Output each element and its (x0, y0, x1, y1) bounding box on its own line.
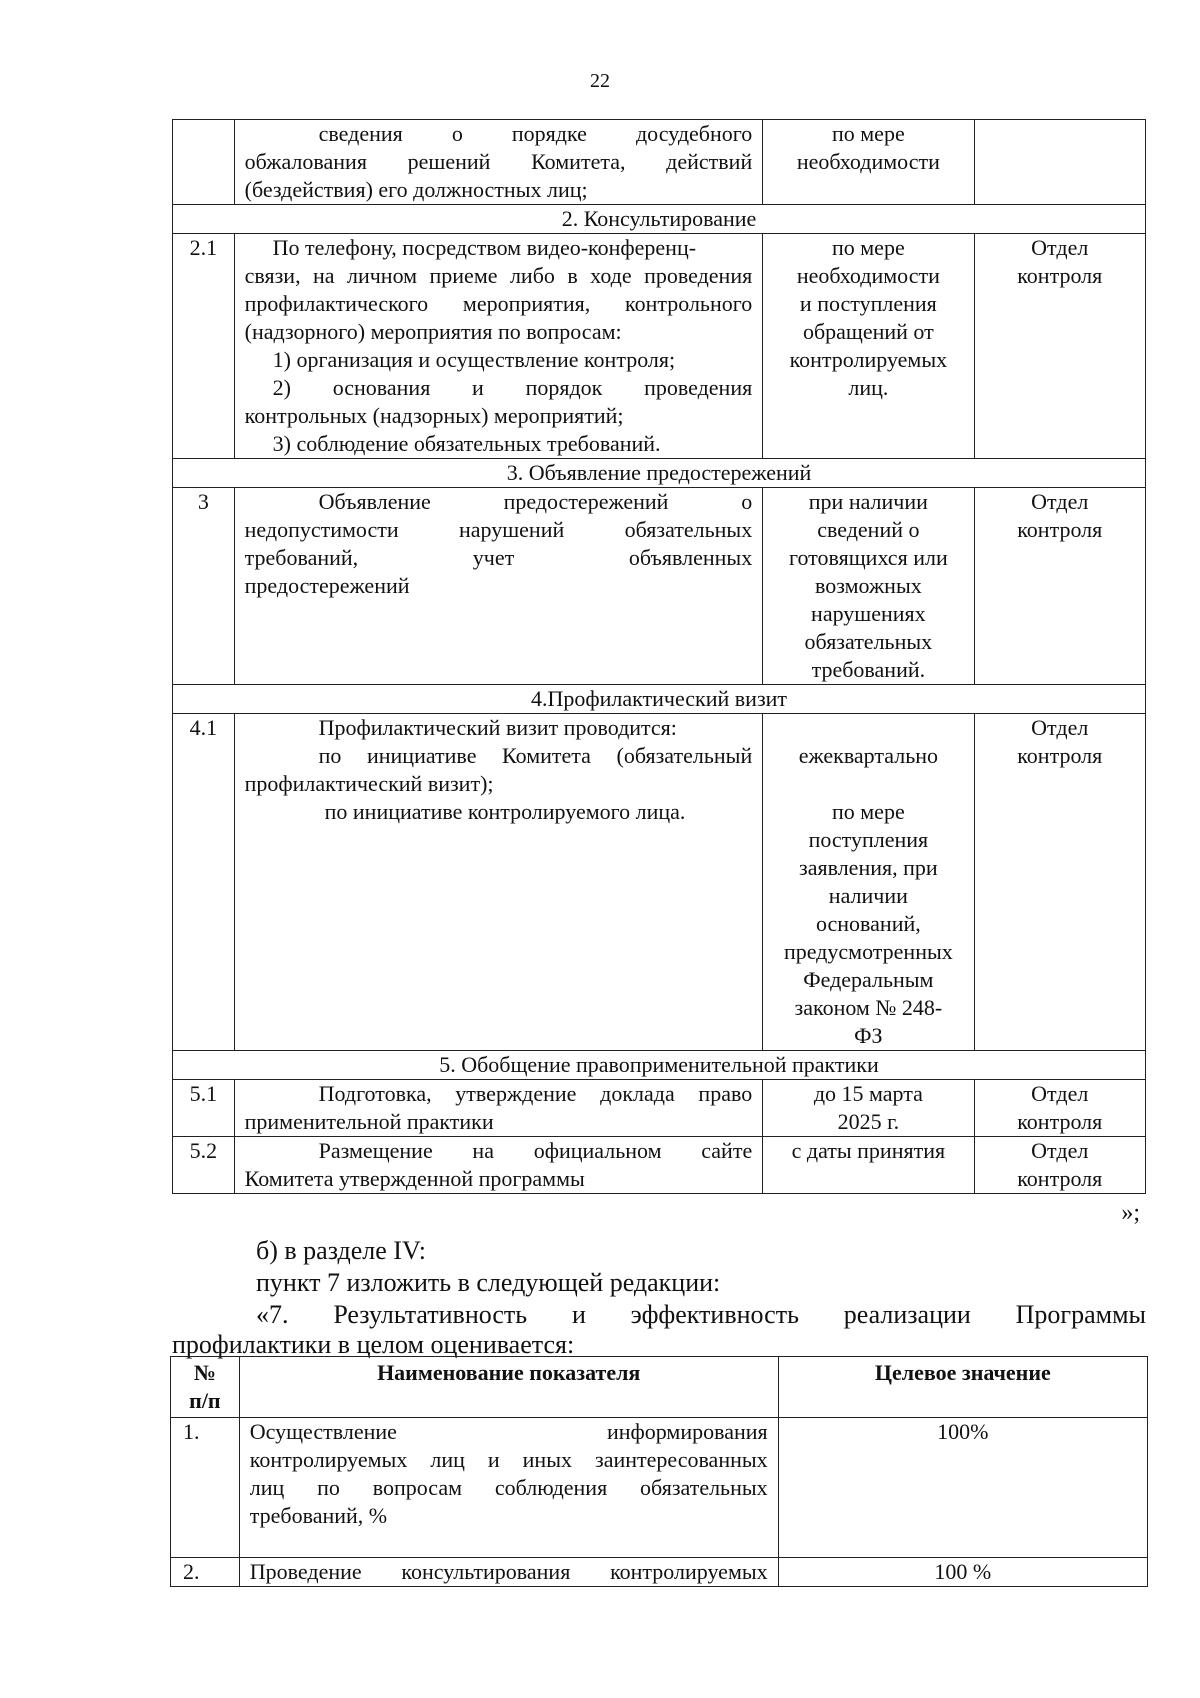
responsible-line: контроля (1017, 1109, 1103, 1134)
section-row (173, 685, 1146, 714)
content-line: По телефону, посредством видео-конференц- (272, 235, 697, 260)
row-content-cell (234, 234, 763, 459)
term-line: поступления (808, 827, 929, 852)
row-content-cell (234, 488, 763, 685)
paragraph-effectiveness: «7. Результативность и эффективность реализации Программы (256, 1300, 1146, 1329)
content-line: 1) организация и осуществление контроля; (272, 347, 676, 372)
content-line: (надзорного) мероприятия по вопросам: (244, 319, 622, 344)
term-line: с даты принятия (791, 1138, 946, 1163)
section-heading-consulting: 2. Консультирование (173, 205, 1146, 234)
content-line: требований, учет объявленных (244, 545, 753, 570)
term-line: законом № 248- (794, 995, 943, 1020)
term-line: по мере (831, 235, 905, 260)
indicator-number: 1. (171, 1418, 240, 1558)
indicator-line: требований, % (249, 1503, 388, 1528)
term-line: по мере (831, 799, 905, 824)
content-line: применительной практики (244, 1109, 494, 1134)
term-line: до 15 марта (813, 1081, 923, 1106)
row-term-cell (763, 1137, 974, 1194)
responsible-line: Отдел (1031, 715, 1089, 740)
paragraph-effectiveness-cont: профилактики в целом оценивается: (172, 1330, 575, 1359)
term-line: обязательных (804, 629, 933, 654)
row-responsible-cell (974, 1137, 1146, 1194)
content-line: Подготовка, утверждение доклада право (318, 1081, 753, 1106)
indicator-number: 2. (171, 1558, 240, 1587)
table-row (173, 1080, 1146, 1137)
term-line: оснований, (815, 911, 921, 936)
term-line: предусмотренных (783, 939, 953, 964)
responsible-line: контроля (1017, 517, 1103, 542)
row-number-cell: 4.1 (173, 714, 235, 1051)
term-line: обращений от (802, 319, 934, 344)
indicator-name (239, 1418, 778, 1558)
responsible-line: контроля (1017, 1166, 1103, 1191)
content-line: контрольных (надзорных) мероприятий; (244, 403, 624, 428)
row-content-cell (234, 714, 763, 1051)
content-line: Профилактический визит проводится: (318, 715, 677, 740)
section-row (173, 1051, 1146, 1080)
term-line: необходимости (796, 149, 940, 174)
indicator-value: 100% (778, 1418, 1147, 1558)
content-line: недопустимости нарушений обязательных (244, 517, 753, 542)
row-number-cell: 3 (173, 488, 235, 685)
header-indicator-name: Наименование показателя (239, 1357, 778, 1418)
indicator-line: Проведение консультирования контролируемых (249, 1559, 768, 1584)
responsible-line: Отдел (1031, 1138, 1089, 1163)
term-line: лиц. (848, 375, 889, 400)
term-line: заявления, при (799, 855, 938, 880)
table-row (173, 234, 1146, 459)
term-line: возможных (814, 573, 922, 598)
header-line: № (193, 1360, 216, 1385)
row-responsible-cell (974, 1080, 1146, 1137)
indicator-line: Осуществление информирования (249, 1419, 768, 1444)
term-line: 2025 г. (837, 1109, 900, 1134)
header-target-value: Целевое значение (778, 1357, 1147, 1418)
content-line: Объявление предостережений о (318, 489, 753, 514)
term-line: готовящихся или (789, 545, 948, 570)
row-content-cell (234, 120, 763, 205)
content-line: по инициативе контролируемого лица. (324, 799, 686, 824)
term-line: и поступления (799, 291, 937, 316)
responsible-line: Отдел (1031, 235, 1089, 260)
indicator-line: контролируемых лиц и иных заинтересованных (249, 1447, 768, 1472)
content-line: профилактический визит); (244, 771, 494, 796)
content-line: связи, на личном приеме либо в ходе проведения (244, 263, 753, 288)
page-number: 22 (590, 70, 610, 92)
row-number-cell (173, 120, 235, 205)
term-line: наличии (828, 883, 908, 908)
responsible-line: контроля (1017, 263, 1103, 288)
row-term-cell (763, 234, 974, 459)
responsible-line: Отдел (1031, 489, 1089, 514)
row-term-cell (763, 488, 974, 685)
table-header-row (171, 1357, 1148, 1418)
row-content-cell (234, 1137, 763, 1194)
table-row (173, 1137, 1146, 1194)
content-line: Размещение на официальном сайте (318, 1138, 753, 1163)
header-number (171, 1357, 240, 1418)
indicator-name (239, 1558, 778, 1587)
row-content-cell (234, 1080, 763, 1137)
content-line: профилактического мероприятия, контрольного (244, 291, 753, 316)
term-line: Федеральным (803, 967, 934, 992)
section-row (173, 459, 1146, 488)
term-line: контролируемых (789, 347, 948, 372)
term-line: при наличии (808, 489, 928, 514)
closing-quote: »; (1121, 1200, 1140, 1226)
indicators-table (170, 1356, 1148, 1587)
row-responsible-cell (974, 714, 1146, 1051)
paragraph-point-7: пункт 7 изложить в следующей редакции: (256, 1268, 721, 1297)
table-row (173, 714, 1146, 1051)
content-line: (бездействия) его должностных лиц; (244, 177, 588, 202)
content-line: 3) соблюдение обязательных требований. (272, 431, 661, 456)
row-number-cell: 5.1 (173, 1080, 235, 1137)
content-line: предостережений (244, 573, 410, 598)
paragraph-section-iv: б) в разделе IV: (256, 1236, 427, 1265)
row-number-cell: 5.2 (173, 1137, 235, 1194)
table-row (173, 120, 1146, 205)
term-line: ежеквартально (798, 743, 939, 768)
content-line: 2) основания и порядок проведения (272, 375, 753, 400)
section-heading-warnings: 3. Объявление предостережений (173, 459, 1146, 488)
table-row (173, 488, 1146, 685)
indicator-value: 100 % (778, 1558, 1147, 1587)
term-line: по мере (831, 121, 905, 146)
term-line: сведений о (817, 517, 920, 542)
section-row (173, 205, 1146, 234)
row-responsible-cell (974, 120, 1146, 205)
term-line: требований. (811, 657, 926, 682)
table-row (171, 1558, 1148, 1587)
prevention-plan-table (172, 119, 1146, 1194)
indicator-line: лиц по вопросам соблюдения обязательных (249, 1475, 768, 1500)
term-line: нарушениях (811, 601, 926, 626)
row-term-cell (763, 714, 974, 1051)
row-number-cell: 2.1 (173, 234, 235, 459)
header-line: п/п (189, 1388, 221, 1413)
content-line: обжалования решений Комитета, действий (244, 149, 753, 174)
row-term-cell (763, 120, 974, 205)
content-line: по инициативе Комитета (обязательный (318, 743, 753, 768)
term-line: необходимости (796, 263, 940, 288)
section-heading-visit: 4.Профилактический визит (173, 685, 1146, 714)
responsible-line: Отдел (1031, 1081, 1089, 1106)
responsible-line: контроля (1017, 743, 1103, 768)
row-responsible-cell (974, 234, 1146, 459)
content-line: Комитета утвержденной программы (244, 1166, 585, 1191)
row-responsible-cell (974, 488, 1146, 685)
row-term-cell (763, 1080, 974, 1137)
term-line: ФЗ (854, 1023, 883, 1048)
table-row (171, 1418, 1148, 1558)
section-heading-practice: 5. Обобщение правоприменительной практики (173, 1051, 1146, 1080)
content-line: сведения о порядке досудебного (318, 121, 753, 146)
